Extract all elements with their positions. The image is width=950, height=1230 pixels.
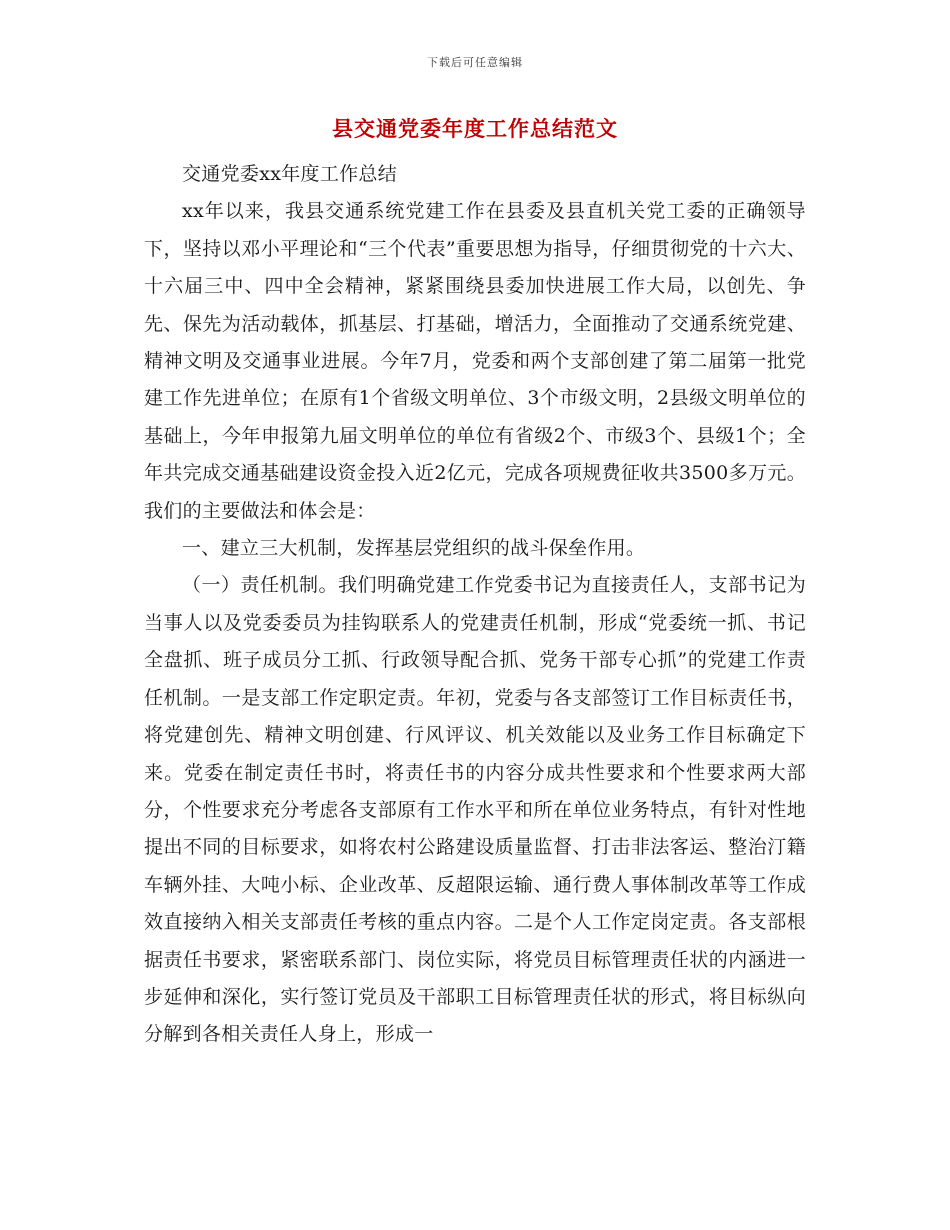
page-header-note: 下载后可任意编辑 [427, 56, 523, 69]
subtitle-paragraph: 交通党委xx年度工作总结 [182, 163, 398, 185]
responsibility-mechanism-paragraph: （一）责任机制。我们明确党建工作党委书记为直接责任人，支部书记为当事人以及党委委员为挂钩联系人的党建责任机制，形成“党委统一抓、书记全盘抓、班子成员分工抓、行政领导配合抓、党务干部专心抓”的党建工作责任机制。一是支部工作定职定责。年初，党委与各支部签订工作目标责任书，将党建创先、精神文明创建、行风评议、机关效能以及业务工作目标确定下来。党委在制定责任书时，将责任书的内容分成共性要求和个性要求两大部分，个性要求充分考虑各支部原有工作水平和所在单位业务特点，有针对性地提出不同的目标要求，如将农村公路建设质量监督、打击非法客运、整治汀籍车辆外挂、大吨小标、企业改革、反超限运输、通行费人事体制改革等工作成效直接纳入相关支部责任考核的重点内容。二是个人工作定岗定责。各支部根据责任书要求，紧密联系部门、岗位实际，将党员目标管理责任状的内涵进一步延伸和深化，实行签订党员及干部职工目标管理责任状的形式，将目标纵向分解到各相关责任人身上，形成一 [144, 574, 806, 1046]
section-heading-paragraph: 一、建立三大机制，发挥基层党组织的战斗保垒作用。 [182, 537, 646, 560]
document-body [144, 156, 806, 1054]
document-title: 县交通党委年度工作总结范文 [332, 116, 618, 141]
intro-paragraph: xx年以来，我县交通系统党建工作在县委及县直机关党工委的正确领导下，坚持以邓小平理论和“三个代表”重要思想为指导，仔细贯彻党的十六大、十六届三中、四中全会精神，紧紧围绕县委加快进展工作大局，以创先、争先、保先为活动载体，抓基层、打基础，增活力，全面推动了交通系统党建、精神文明及交通事业进展。今年7月，党委和两个支部创建了第二届第一批党建工作先进单位；在原有1个省级文明单位、3个市级文明，2县级文明单位的基础上，今年申报第九届文明单位的单位有省级2个、市级3个、县级1个；全年共完成交通基础建设资金投入近2亿元，完成各项规费征收共3500多万元。我们的主要做法和体会是： [144, 200, 806, 522]
